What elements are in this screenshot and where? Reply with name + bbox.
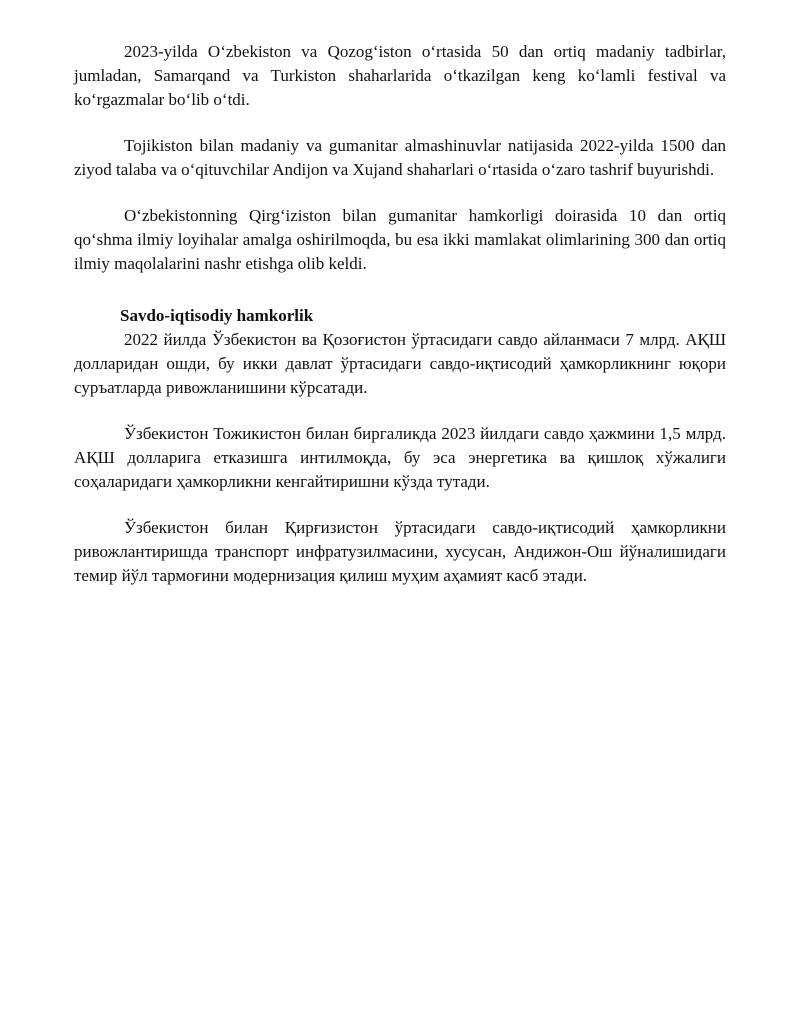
paragraph-cultural-tajikistan: Tojikiston bilan madaniy va gumanitar almashinuvlar natijasida 2022-yilda 1500 dan ziyod talaba va oʻqituvchilar Andijon va Xujand shaharlari oʻrtasida oʻzaro tashrif buyurishdi. [74,136,726,179]
paragraph-cultural-kazakhstan: 2023-yilda Oʻzbekiston va Qozogʻiston oʻrtasida 50 dan ortiq madaniy tadbirlar, jumladan, Samarqand va Turkiston shaharlarida oʻtkazilgan keng koʻlamli festival va koʻrgazmalar boʻlib oʻtdi. [74,42,726,109]
paragraph-trade-tajikistan: Ўзбекистон Тожикистон билан биргаликда 2023 йилдаги савдо ҳажмини 1,5 млрд. АҚШ долларига етказишга интилмоқда, бу эса энергетика ва қишлоқ хўжалиги соҳаларидаги ҳамкорликни кенгайтиришни кўзда тутади. [74,424,726,491]
paragraph-cultural-kyrgyzstan: Oʻzbekistonning Qirgʻiziston bilan gumanitar hamkorligi doirasida 10 dan ortiq qoʻshma ilmiy loyihalar amalga oshirilmoqda, bu esa ikki mamlakat olimlarining 300 dan ortiq ilmiy maqolalarini nashr etishga olib keldi. [74,206,726,273]
paragraph-trade-kazakhstan: 2022 йилда Ўзбекистон ва Қозоғистон ўртасидаги савдо айланмаси 7 млрд. АҚШ долларидан ошди, бу икки давлат ўртасидаги савдо-иқтисодий ҳамкорликнинг юқори суръатларда ривожланишини кўрсатади. [74,330,726,397]
document-page [74,40,726,588]
paragraph-trade-kyrgyzstan: Ўзбекистон билан Қирғизистон ўртасидаги савдо-иқтисодий ҳамкорликни ривожлантиришда транспорт инфратузилмасини, хусусан, Андижон-Ош йўналишидаги темир йўл тармоғини модернизация қилиш муҳим аҳамият касб этади. [74,518,726,585]
section-heading-trade: Savdo-iqtisodiy hamkorlik [120,306,314,325]
